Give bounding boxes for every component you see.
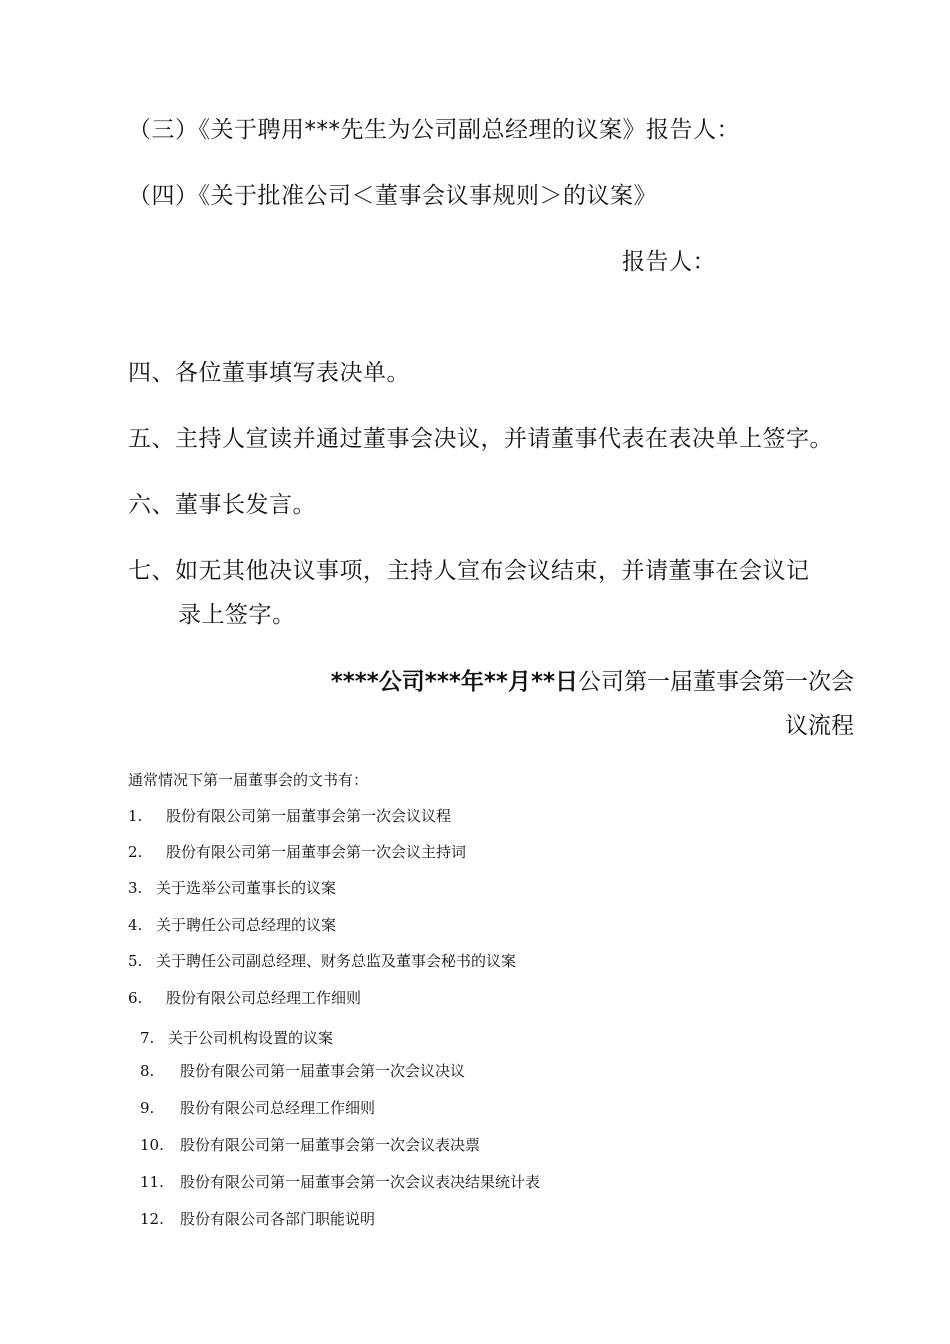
list-item-number: 9. [140,1099,155,1117]
step-7-line-2: 录上签字。 [178,602,296,628]
list-item-number: 10. [140,1136,164,1154]
list-item-text: 股份有限公司第一届董事会第一次会议决议 [180,1062,466,1080]
step-7-line-1: 七、如无其他决议事项，主持人宣布会议结束，并请董事在会议记 [128,558,810,584]
list-item-text: 股份有限公司总经理工作细则 [180,1099,376,1117]
list-item-text: 股份有限公司第一届董事会第一次会议议程 [166,807,452,825]
list-item-number: 2. [128,843,143,861]
list-item [140,1171,540,1193]
list-item-number: 7. [140,1029,155,1047]
signature-meeting-title: 公司第一届董事会第一次会 [578,669,854,695]
list-item [128,914,336,936]
agenda-item-4: （四）《关于批准公司＜董事会议事规则＞的议案》 [128,183,657,209]
documents-intro: 通常情况下第一届董事会的文书有： [128,771,369,789]
list-item-text: 关于公司机构设置的议案 [168,1029,334,1047]
list-item-number: 5. [128,952,143,970]
list-item-text: 股份有限公司各部门职能说明 [180,1210,376,1228]
step-6: 六、董事长发言。 [128,492,316,518]
list-item-number: 8. [140,1062,155,1080]
list-item [140,1060,465,1082]
signature-line-1 [331,667,854,697]
list-item [128,987,361,1009]
list-item [140,1134,480,1156]
list-item [128,950,516,972]
list-item-number: 6. [128,989,143,1007]
list-item [128,877,336,899]
signature-line-2: 议流程 [785,713,854,739]
list-item [140,1027,333,1049]
signature-company-date: ****公司***年**月**日 [330,669,578,695]
list-item-text: 关于聘任公司总经理的议案 [156,916,337,934]
list-item [140,1208,375,1230]
list-item-number: 4. [128,916,143,934]
list-item [128,805,451,827]
list-item-number: 3. [128,879,143,897]
agenda-item-3: （三）《关于聘用***先生为公司副总经理的议案》报告人： [128,117,740,143]
list-item [140,1097,375,1119]
reporter-label: 报告人： [622,249,716,275]
step-5: 五、主持人宣读并通过董事会决议，并请董事代表在表决单上签字。 [128,426,833,452]
list-item-number: 12. [140,1210,164,1228]
list-item-text: 股份有限公司第一届董事会第一次会议表决票 [180,1136,481,1154]
list-item-text: 股份有限公司第一届董事会第一次会议主持词 [166,843,467,861]
list-item-text: 关于聘任公司副总经理、财务总监及董事会秘书的议案 [156,952,517,970]
step-4: 四、各位董事填写表决单。 [128,360,410,386]
list-item-number: 1. [128,807,143,825]
list-item-number: 11. [140,1173,164,1191]
list-item-text: 股份有限公司第一届董事会第一次会议表决结果统计表 [180,1173,541,1191]
list-item-text: 关于选举公司董事长的议案 [156,879,337,897]
list-item-text: 股份有限公司总经理工作细则 [166,989,362,1007]
list-item [128,841,466,863]
